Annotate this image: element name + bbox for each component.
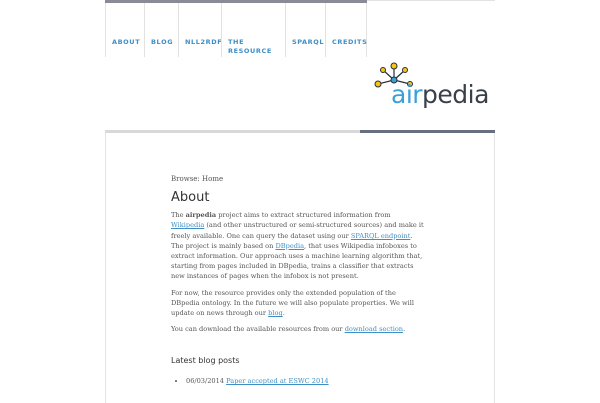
page-title: About (171, 190, 210, 206)
intro-text-5: , that uses Wikipedia infoboxes to extract information. Our approach uses a machine learning algorithm that, starting from pages included in DBpedia, trains a classifier that extracts new instances of pages when the infobox is not present. (171, 241, 423, 281)
nav-item-about[interactable]: ABOUT (105, 3, 144, 57)
resource-paragraph (171, 288, 424, 319)
blog-post-list (171, 377, 424, 385)
download-text-1: You can download the available resources from our (171, 325, 345, 334)
content-area (105, 133, 495, 403)
download-section-link[interactable]: download section (344, 325, 404, 334)
wikipedia-link[interactable]: Wikipedia (171, 221, 205, 230)
blog-link[interactable]: blog (268, 309, 283, 318)
download-paragraph (171, 324, 424, 334)
nav-item-nll2rdf[interactable]: NLL2RDF (178, 3, 221, 57)
nav-item-credits[interactable]: CREDITS (325, 3, 367, 57)
top-thin-line (367, 0, 495, 1)
breadcrumb: Browse: Home (171, 175, 224, 183)
sparql-endpoint-link[interactable]: SPARQL endpoint (350, 231, 411, 240)
nav-item-sparql[interactable]: SPARQL (285, 3, 325, 57)
intro-paragraph (171, 210, 424, 281)
nav-item-blog[interactable]: BLOG (144, 3, 178, 57)
main-nav (105, 3, 367, 57)
brand-name: airpedia (185, 211, 217, 220)
intro-text-2: project aims to extract structured information from (216, 211, 391, 220)
nav-item-the-resource[interactable]: THE RESOURCE (221, 3, 285, 57)
logo-air-text: air (391, 80, 423, 109)
download-text-2: . (403, 325, 406, 334)
latest-posts-heading: Latest blog posts (171, 356, 240, 366)
intro-text-3: (and other unstructured or semi-structured sources) and make it freely available. One can query the dataset using our (171, 221, 424, 240)
intro-text-1: The (171, 211, 186, 220)
resource-text-1: For now, the resource provides only the extended population of the DBpedia ontology. In the future we will also populate properties. We will update on news through our (171, 288, 414, 318)
post-date: 06/03/2014 (186, 377, 225, 386)
content-inner (171, 174, 424, 385)
list-item (186, 377, 424, 385)
intro-text-4: . The project is mainly based on (171, 231, 413, 250)
post-title-link[interactable]: Paper accepted at ESWC 2014 (226, 377, 329, 386)
logo-pedia-text: pedia (422, 80, 489, 109)
logo-wordmark[interactable] (391, 80, 489, 110)
resource-text-2: . (282, 309, 285, 318)
dbpedia-link[interactable]: DBpedia (275, 241, 305, 250)
